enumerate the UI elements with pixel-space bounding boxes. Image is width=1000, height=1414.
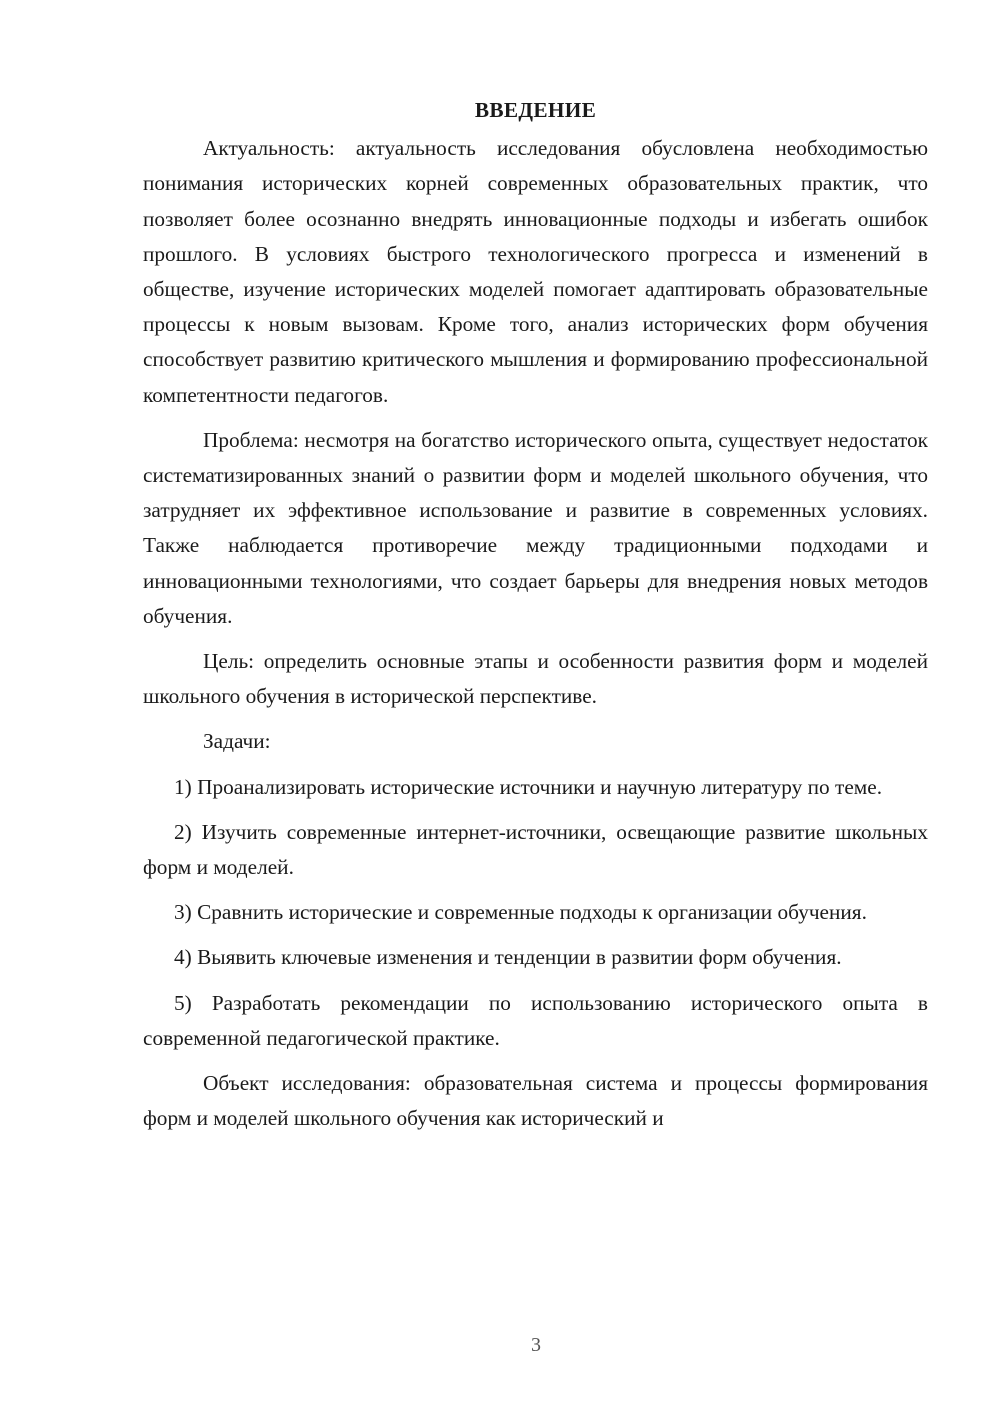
- task-item-1: 1) Проанализировать исторические источники и научную литературу по теме.: [174, 774, 883, 799]
- document-page: [143, 93, 928, 1146]
- task-item-4: 4) Выявить ключевые изменения и тенденции в развитии форм обучения.: [174, 945, 842, 970]
- page-number: 3: [531, 1334, 541, 1356]
- relevance-paragraph: Актуальность: актуальность исследования обусловлена необходимостью понимания исторических корней современных образовательных практик, что позволяет более осознанно внедрять инновационные подходы и избегать ошибок прошлого. В условиях быстрого технологического прогресса и изменений в обществе, изучение исторических моделей помогает адаптировать образовательные процессы к новым вызовам. Кроме того, анализ исторических форм обучения способствует развитию критического мышления и формированию профессиональной компетентности педагогов.: [143, 136, 928, 407]
- problem-paragraph: Проблема: несмотря на богатство исторического опыта, существует недостаток систематизированных знаний о развитии форм и моделей школьного обучения, что затрудняет их эффективное использование и развитие в современных условиях. Также наблюдается противоречие между традиционными подходами и инновационными технологиями, что создает барьеры для внедрения новых методов обучения.: [143, 427, 928, 628]
- goal-paragraph: Цель: определить основные этапы и особенности развития форм и моделей школьного обучения в исторической перспективе.: [143, 649, 928, 709]
- task-item-5: 5) Разработать рекомендации по использованию исторического опыта в современной педагогической практике.: [143, 990, 928, 1050]
- task-item-2: 2) Изучить современные интернет-источники, освещающие развитие школьных форм и моделей.: [143, 819, 928, 880]
- object-paragraph: Объект исследования: образовательная система и процессы формирования форм и моделей школьного обучения как исторический и: [143, 1071, 928, 1131]
- section-heading: ВВЕДЕНИЕ: [474, 98, 597, 122]
- tasks-label: Задачи:: [203, 729, 271, 754]
- task-item-3: 3) Сравнить исторические и современные подходы к организации обучения.: [174, 900, 867, 925]
